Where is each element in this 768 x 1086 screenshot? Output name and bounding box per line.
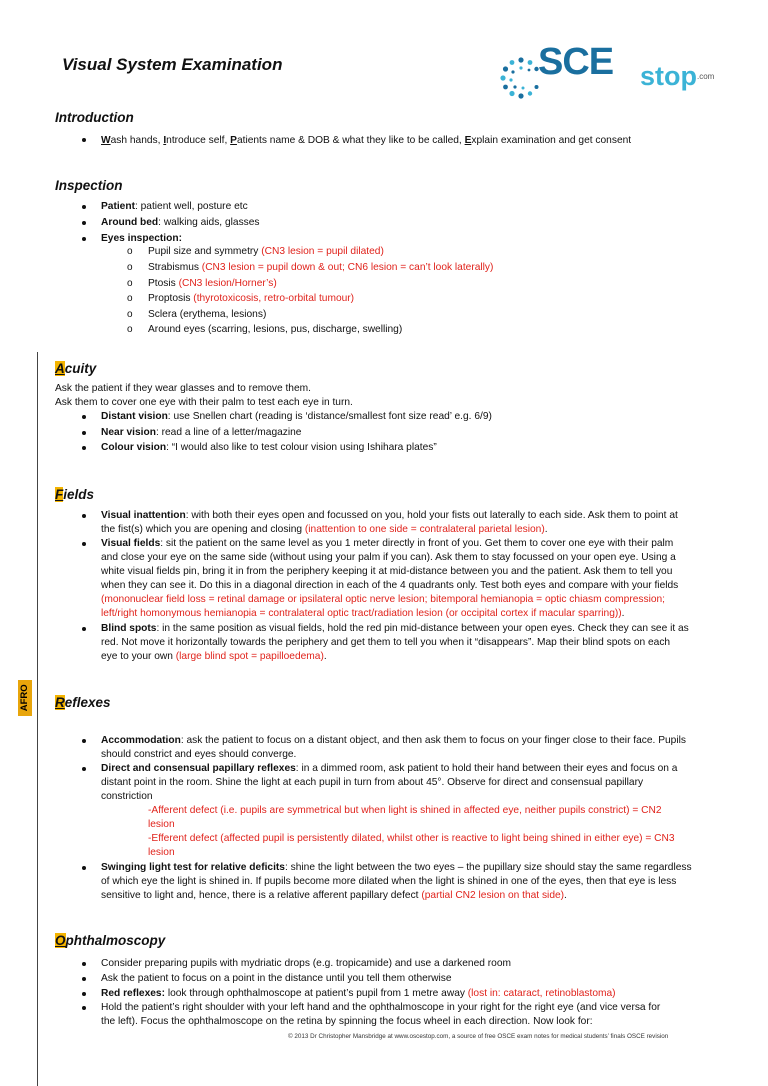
paragraph-line: Ask them to cover one eye with their palm to test each eye in turn. (55, 397, 353, 408)
sub-item: Ptosis (CN3 lesion/Horner’s) (148, 278, 277, 289)
list-item: Hold the patient’s right shoulder with your left hand and the ophthalmoscope in your right for the right eye (and vice versa for (101, 1002, 661, 1013)
list-item: Distant vision: use Snellen chart (reading is ‘distance/smallest font size read’ e.g. 6/9) (101, 411, 492, 422)
paragraph-line: (mononuclear field loss = retinal damage or ipsilateral optic nerve lesion; bitemporal hemianopia = optic chiasm compression; (101, 594, 665, 605)
intro-item: Wash hands, Introduce self, Patients name & DOB & what they like to be called, Explain examination and get consent (101, 135, 632, 146)
paragraph-line: Visual inattention: with both their eyes open and focussed on you, hold your fists out laterally to each side. Ask them to point at (101, 510, 678, 521)
sub-bullet: o (127, 293, 133, 304)
logo-text-main: SCE (538, 41, 614, 83)
logo-suffix: .com (697, 72, 715, 81)
list-item: Near vision: read a line of a letter/magazine (101, 427, 302, 438)
side-tab (18, 680, 32, 716)
logo-dots-icon (500, 56, 542, 102)
paragraph-line: when they can see it. Do this in a diagonal direction in each of the 4 quadrants only. Test both eyes and compare with your fields (101, 580, 679, 591)
paragraph-line: Accommodation: ask the patient to focus on a distant object, and then ask them to focus on your finger close to their face. Pupils (101, 735, 686, 746)
paragraph-line: and close your eye on the same side (without using your palm if you can). Ask them to stay focussed on your open eye. Using a (101, 552, 676, 563)
left-margin-rule (37, 352, 38, 1086)
list-item: Colour vision: “I would also like to test colour vision using Ishihara plates” (101, 442, 437, 453)
sub-bullet: o (127, 309, 133, 320)
side-tab-label: AFRO (19, 684, 31, 712)
list-item: Red reflexes: look through ophthalmoscope at patient’s pupil from 1 metre away (lost in: cataract, retinoblastoma) (101, 988, 616, 999)
sub-bullet: o (127, 246, 133, 257)
paragraph-line: white visual fields pin, bring it in from the periphery keeping it at mid-distance between you and the patient. Ask them to tell you (101, 566, 673, 577)
paragraph-line: lesion (148, 847, 175, 858)
paragraph-line: left/right homonymous hemianopia = contralateral optic tract/radiation lesion (or occipital cortex if macular sparring)). (101, 608, 625, 619)
list-item: Eyes inspection: (101, 233, 182, 244)
logo-text-sub: stop (640, 61, 697, 91)
section-heading-reflexes: Reflexes (55, 695, 111, 710)
paragraph-line: eye to your own (large blind spot = papilloedema). (101, 651, 327, 662)
paragraph-line: Swinging light test for relative deficits: shine the light between the two eyes – the pupillary size should stay the same regardless (101, 862, 692, 873)
paragraph-line: -Afferent defect (i.e. pupils are symmetrical but when light is shined in affected eye, neither pupils constrict) = CN2 (148, 805, 662, 816)
paragraph-line: should constrict and eyes should converge. (101, 749, 297, 760)
sub-bullet: o (127, 278, 133, 289)
sub-item: Proptosis (thyrotoxicosis, retro-orbital tumour) (148, 293, 355, 304)
list-item: Ask the patient to focus on a point in the distance until you tell them otherwise (101, 973, 452, 984)
list-item: Consider preparing pupils with mydriatic drops (e.g. tropicamide) and use a darkened room (101, 958, 511, 969)
bullet (82, 138, 86, 142)
page-title: Visual System Examination (62, 55, 283, 74)
paragraph-line: the fist(s) which you are opening and closing (inattention to one side = contralateral parietal lesion). (101, 524, 548, 535)
paragraph-line: Visual fields: sit the patient on the same level as you 1 meter directly in front of you. Get them to cover one eye with their palm (101, 538, 674, 549)
paragraph-line: of which eye the light is shined in. If pupils become more dilated when the light is shined in one of the eyes, then that eye is less (101, 876, 677, 887)
sub-item: Around eyes (scarring, lesions, pus, discharge, swelling) (148, 324, 403, 335)
section-heading-acuity: Acuity (55, 361, 97, 376)
paragraph-line: Ask the patient if they wear glasses and to remove them. (55, 383, 311, 394)
list-item: Around bed: walking aids, glasses (101, 217, 260, 228)
sub-bullet: o (127, 262, 133, 273)
paragraph-line: distant point in the room. Shine the light at each pupil in turn from about 45°. Observe for direct and consensual papillary (101, 777, 644, 788)
sub-item: Pupil size and symmetry (CN3 lesion = pupil dilated) (148, 246, 384, 257)
section-heading-ophthalmoscopy: Ophthalmoscopy (55, 933, 166, 948)
paragraph-line: -Efferent defect (affected pupil is persistently dilated, whilst other is reactive to light being shined in either eye) = CN3 (148, 833, 675, 844)
section-heading-fields: Fields (55, 487, 95, 502)
section-heading-introduction: Introduction (55, 110, 134, 125)
sub-item: Strabismus (CN3 lesion = pupil down & out; CN6 lesion = can’t look laterally) (148, 262, 494, 273)
paragraph-line: constriction (101, 791, 153, 802)
sub-bullet: o (127, 324, 133, 335)
paragraph-line: red. Not move it horizontally towards the periphery and get them to tell you when it “disappears”. Map their blind spots on each (101, 637, 671, 648)
paragraph-line: sensitive to light and, hence, there is a relative afferent papillary defect (partial CN2 lesion on that side). (101, 890, 567, 901)
paragraph-line: Blind spots: in the same position as visual fields, hold the red pin mid-distance between your open eyes. Check they can see it as (101, 623, 689, 634)
footer-copyright: © 2013 Dr Christopher Mansbridge at www.oscestop.com, a source of free OSCE exam notes for medical students’ finals OSCE revision (288, 1033, 669, 1040)
sub-item: Sclera (erythema, lesions) (148, 309, 267, 320)
list-item: Patient: patient well, posture etc (101, 201, 248, 212)
paragraph-line: Direct and consensual papillary reflexes: in a dimmed room, ask patient to hold their hand between their eyes and focus on a (101, 763, 678, 774)
list-item: the left). Focus the ophthalmoscope on the retina by spinning the focus wheel in each direction. Now look for: (101, 1016, 593, 1027)
section-heading-inspection: Inspection (55, 178, 123, 193)
paragraph-line: lesion (148, 819, 175, 830)
